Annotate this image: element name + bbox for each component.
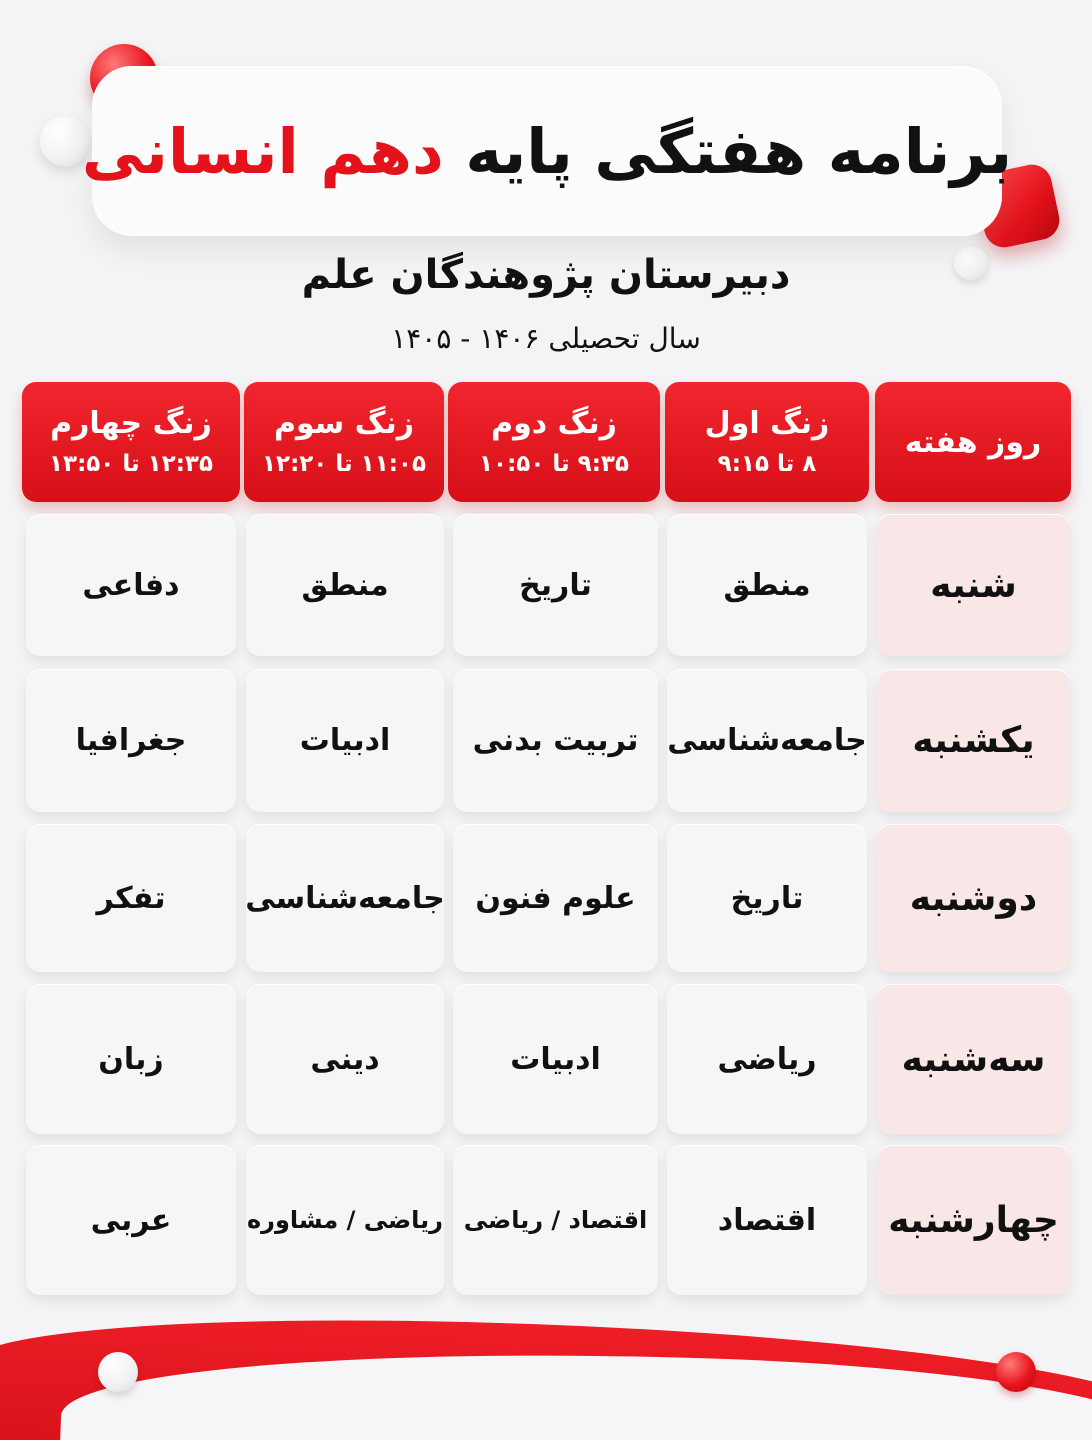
header-day: [875, 382, 1071, 502]
bell-time: ۸ تا ۹:۱۵: [717, 451, 817, 478]
bell-time: ۹:۳۵ تا ۱۰:۵۰: [479, 451, 629, 478]
day-cell: دوشنبه: [877, 824, 1070, 972]
bell-label: زنگ اول: [704, 405, 830, 441]
day-cell: چهارشنبه: [877, 1145, 1070, 1295]
decorative-red-ball-bottom: [996, 1352, 1036, 1392]
title-main: برنامه هفتگی پایه: [465, 114, 1013, 188]
subject-cell: جامعه‌شناسی: [246, 824, 444, 972]
day-cell: یکشنبه: [877, 669, 1070, 812]
page-title: [82, 115, 1012, 188]
title-card: [81, 66, 1013, 236]
subject-cell: جامعه‌شناسی: [667, 669, 867, 812]
school-name: دبیرستان پژوهندگان علم: [301, 252, 791, 298]
subject-cell: تاریخ: [453, 514, 658, 656]
subject-cell: ادبیات: [453, 984, 658, 1134]
subject-cell: منطق: [667, 514, 867, 656]
decorative-white-ball-bottom: [98, 1352, 138, 1392]
subject-cell: عربی: [26, 1145, 236, 1295]
subject-cell: منطق: [246, 514, 444, 656]
subject-cell: دینی: [246, 984, 444, 1134]
header-bell-2: [448, 382, 660, 502]
subject-cell: علوم فنون: [453, 824, 658, 972]
bell-label: زنگ دوم: [491, 405, 617, 441]
subject-cell: ریاضی / مشاوره: [246, 1145, 444, 1295]
header-bell-3: [244, 382, 444, 502]
subject-cell: تربیت بدنی: [453, 669, 658, 812]
subject-cell: تفکر: [26, 824, 236, 972]
bell-label: زنگ سوم: [274, 405, 414, 441]
subject-cell: تاریخ: [667, 824, 867, 972]
subject-cell: ریاضی: [667, 984, 867, 1134]
subject-cell: اقتصاد / ریاضی: [453, 1145, 658, 1295]
subject-cell: دفاعی: [26, 514, 236, 656]
subject-cell: اقتصاد: [667, 1145, 867, 1295]
academic-year: سال تحصیلی ۱۴۰۶ - ۱۴۰۵: [391, 322, 701, 355]
bell-time: ۱۲:۳۵ تا ۱۳:۵۰: [49, 451, 214, 478]
subject-cell: زبان: [26, 984, 236, 1134]
header-bell-4: [22, 382, 240, 502]
bell-label: زنگ چهارم: [50, 405, 212, 441]
header-bell-1: [665, 382, 869, 502]
day-cell: سه‌شنبه: [877, 984, 1070, 1134]
subject-cell: ادبیات: [246, 669, 444, 812]
title-accent: دهم انسانی: [81, 114, 444, 188]
header-day-label: روز هفته: [904, 424, 1042, 460]
subject-cell: جغرافیا: [26, 669, 236, 812]
day-cell: شنبه: [877, 514, 1070, 656]
bell-time: ۱۱:۰۵ تا ۱۲:۲۰: [262, 451, 427, 478]
